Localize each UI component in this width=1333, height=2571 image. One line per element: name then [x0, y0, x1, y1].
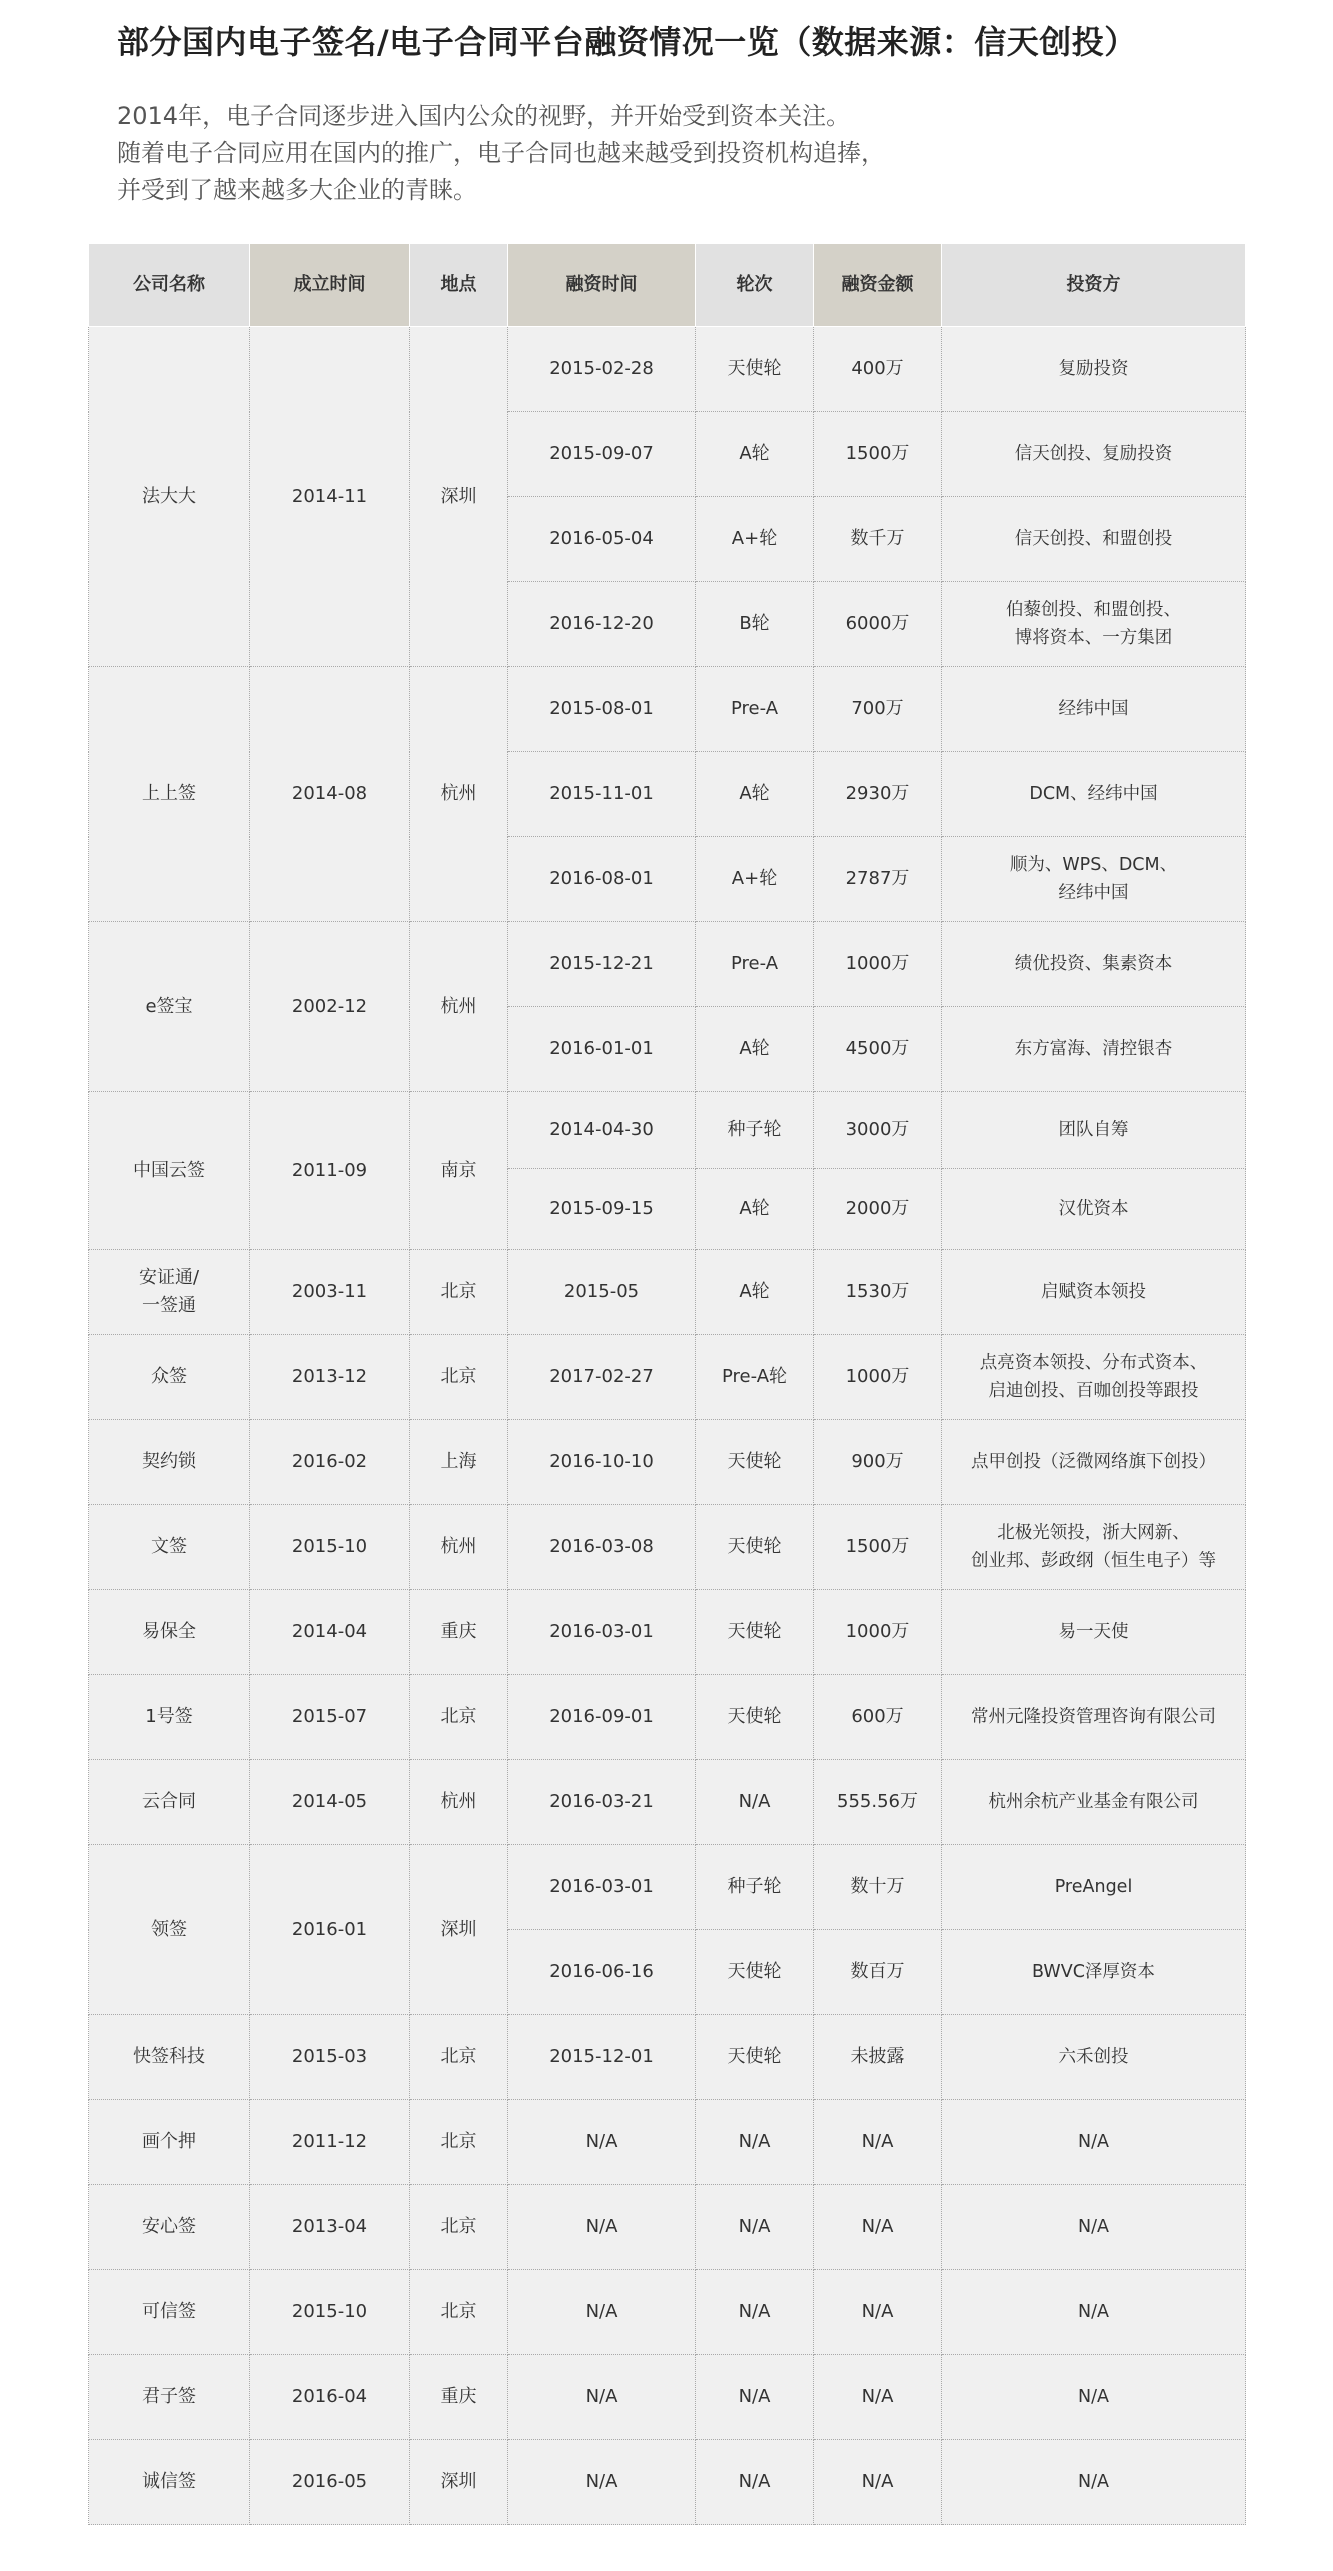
- company-name-cell: [89, 1335, 250, 1420]
- founded-cell: 2011-09: [250, 1092, 410, 1250]
- investors-line: 东方富海、清控银杏: [1014, 1039, 1173, 1059]
- amount-cell: N/A: [814, 2355, 942, 2440]
- location-cell: 北京: [410, 2270, 508, 2355]
- company-name-cell: [89, 1845, 250, 2015]
- company-name-cell: [89, 2100, 250, 2185]
- table-row: [89, 2355, 1246, 2440]
- round-cell: Pre-A: [696, 922, 814, 1007]
- founded-cell: 2015-10: [250, 1505, 410, 1590]
- founded-cell: 2014-04: [250, 1590, 410, 1675]
- article-header: [117, 14, 1237, 209]
- table-row: [89, 327, 1246, 412]
- round-cell: 天使轮: [696, 1590, 814, 1675]
- investors-cell: [942, 1845, 1246, 1930]
- investors-line: N/A: [1078, 2472, 1109, 2492]
- financing-date-cell: 2016-12-20: [508, 582, 696, 667]
- round-cell: Pre-A: [696, 667, 814, 752]
- round-cell: A+轮: [696, 837, 814, 922]
- financing-date-cell: 2015-12-01: [508, 2015, 696, 2100]
- table-row: [89, 2440, 1246, 2525]
- company-name-line: 可信签: [142, 2301, 196, 2322]
- intro-line: 随着电子合同应用在国内的推广，电子合同也越来越受到投资机构追捧，: [117, 139, 885, 167]
- investors-line: 复励投资: [1058, 359, 1129, 379]
- investors-line: 常州元隆投资管理咨询有限公司: [971, 1707, 1216, 1727]
- investors-line: 伯藜创投、和盟创投、: [1006, 600, 1181, 620]
- investors-cell: [942, 327, 1246, 412]
- investors-line: 博将资本、一方集团: [1014, 628, 1173, 648]
- financing-date-cell: 2016-03-21: [508, 1760, 696, 1845]
- founded-cell: 2014-05: [250, 1760, 410, 1845]
- column-header-founded: 成立时间: [250, 244, 410, 327]
- round-cell: 种子轮: [696, 1845, 814, 1930]
- amount-cell: 数千万: [814, 497, 942, 582]
- company-name-line: 法大大: [142, 485, 196, 507]
- table-row: [89, 1335, 1246, 1420]
- column-header-location: 地点: [410, 244, 508, 327]
- investors-cell: [942, 1335, 1246, 1420]
- round-cell: 天使轮: [696, 2015, 814, 2100]
- round-cell: 种子轮: [696, 1092, 814, 1169]
- amount-cell: 1500万: [814, 1505, 942, 1590]
- amount-cell: N/A: [814, 2100, 942, 2185]
- company-name-line: 云合同: [142, 1791, 196, 1812]
- founded-cell: 2014-11: [250, 327, 410, 667]
- financing-date-cell: 2016-03-01: [508, 1590, 696, 1675]
- investors-cell: [942, 837, 1246, 922]
- financing-date-cell: 2015-09-07: [508, 412, 696, 497]
- financing-date-cell: 2015-11-01: [508, 752, 696, 837]
- company-name-line: 一签通: [142, 1295, 196, 1316]
- table-row: [89, 2015, 1246, 2100]
- location-cell: 深圳: [410, 2440, 508, 2525]
- location-cell: 杭州: [410, 1760, 508, 1845]
- amount-cell: 1000万: [814, 1335, 942, 1420]
- founded-cell: 2015-10: [250, 2270, 410, 2355]
- company-name-cell: [89, 2440, 250, 2525]
- amount-cell: 6000万: [814, 582, 942, 667]
- company-name-cell: [89, 2015, 250, 2100]
- amount-cell: 2787万: [814, 837, 942, 922]
- founded-cell: 2015-07: [250, 1675, 410, 1760]
- investors-cell: [942, 1169, 1246, 1250]
- investors-line: N/A: [1078, 2132, 1109, 2152]
- financing-date-cell: 2015-08-01: [508, 667, 696, 752]
- founded-cell: 2014-08: [250, 667, 410, 922]
- location-cell: 北京: [410, 2185, 508, 2270]
- company-name-cell: [89, 1250, 250, 1335]
- location-cell: 南京: [410, 1092, 508, 1250]
- table-row: [89, 1845, 1246, 1930]
- investors-cell: [942, 752, 1246, 837]
- founded-cell: 2016-02: [250, 1420, 410, 1505]
- round-cell: N/A: [696, 1760, 814, 1845]
- financing-date-cell: 2016-09-01: [508, 1675, 696, 1760]
- table-row: [89, 1505, 1246, 1590]
- founded-cell: 2013-12: [250, 1335, 410, 1420]
- company-name-line: 契约锁: [142, 1451, 196, 1472]
- column-header-financing-date: 融资时间: [508, 244, 696, 327]
- amount-cell: 1500万: [814, 412, 942, 497]
- round-cell: N/A: [696, 2355, 814, 2440]
- founded-cell: 2013-04: [250, 2185, 410, 2270]
- amount-cell: 4500万: [814, 1007, 942, 1092]
- location-cell: 重庆: [410, 1590, 508, 1675]
- investors-cell: [942, 412, 1246, 497]
- column-header-amount: 融资金额: [814, 244, 942, 327]
- company-name-line: e签宝: [145, 995, 193, 1017]
- investors-line: 北极光领投，浙大网新、: [997, 1523, 1190, 1543]
- table-row: [89, 922, 1246, 1007]
- round-cell: 天使轮: [696, 1505, 814, 1590]
- table-row: [89, 2100, 1246, 2185]
- investors-cell: [942, 1505, 1246, 1590]
- location-cell: 深圳: [410, 327, 508, 667]
- investors-cell: [942, 1760, 1246, 1845]
- investors-line: 创业邦、彭政纲（恒生电子）等: [971, 1551, 1216, 1571]
- company-name-cell: [89, 2185, 250, 2270]
- investors-line: N/A: [1078, 2387, 1109, 2407]
- location-cell: 重庆: [410, 2355, 508, 2440]
- round-cell: N/A: [696, 2100, 814, 2185]
- financing-date-cell: 2016-01-01: [508, 1007, 696, 1092]
- investors-line: 易一天使: [1058, 1622, 1129, 1642]
- investors-cell: [942, 1675, 1246, 1760]
- financing-date-cell: 2016-03-08: [508, 1505, 696, 1590]
- company-name-cell: [89, 1092, 250, 1250]
- round-cell: A+轮: [696, 497, 814, 582]
- investors-cell: [942, 922, 1246, 1007]
- location-cell: 深圳: [410, 1845, 508, 2015]
- financing-date-cell: 2016-05-04: [508, 497, 696, 582]
- company-name-cell: [89, 2355, 250, 2440]
- founded-cell: 2015-03: [250, 2015, 410, 2100]
- company-name-cell: [89, 922, 250, 1092]
- investors-line: 信天创投、复励投资: [1014, 444, 1173, 464]
- amount-cell: 555.56万: [814, 1760, 942, 1845]
- investors-cell: [942, 667, 1246, 752]
- investors-line: 顺为、WPS、DCM、: [1009, 855, 1178, 875]
- amount-cell: 数十万: [814, 1845, 942, 1930]
- founded-cell: 2003-11: [250, 1250, 410, 1335]
- amount-cell: 数百万: [814, 1930, 942, 2015]
- round-cell: A轮: [696, 1007, 814, 1092]
- company-name-line: 文签: [151, 1536, 187, 1557]
- financing-date-cell: 2016-08-01: [508, 837, 696, 922]
- company-name-cell: [89, 1675, 250, 1760]
- financing-table: [88, 243, 1246, 2525]
- round-cell: B轮: [696, 582, 814, 667]
- amount-cell: 1000万: [814, 1590, 942, 1675]
- founded-cell: 2011-12: [250, 2100, 410, 2185]
- financing-date-cell: 2014-04-30: [508, 1092, 696, 1169]
- financing-table-container: [88, 243, 1245, 2525]
- financing-date-cell: 2017-02-27: [508, 1335, 696, 1420]
- company-name-line: 1号签: [145, 1706, 193, 1727]
- investors-cell: [942, 2270, 1246, 2355]
- financing-date-cell: N/A: [508, 2440, 696, 2525]
- investors-cell: [942, 2440, 1246, 2525]
- amount-cell: 1000万: [814, 922, 942, 1007]
- company-name-cell: [89, 1760, 250, 1845]
- founded-cell: 2016-04: [250, 2355, 410, 2440]
- investors-line: PreAngel: [1054, 1877, 1133, 1897]
- round-cell: Pre-A轮: [696, 1335, 814, 1420]
- investors-line: 点亮资本领投、分布式资本、: [979, 1353, 1208, 1373]
- investors-cell: [942, 1930, 1246, 2015]
- amount-cell: 700万: [814, 667, 942, 752]
- intro-line: 并受到了越来越多大企业的青睐。: [117, 176, 477, 204]
- investors-cell: [942, 1007, 1246, 1092]
- financing-date-cell: N/A: [508, 2100, 696, 2185]
- amount-cell: 2000万: [814, 1169, 942, 1250]
- financing-date-cell: 2015-09-15: [508, 1169, 696, 1250]
- table-body: [89, 327, 1246, 2525]
- financing-date-cell: 2016-10-10: [508, 1420, 696, 1505]
- intro-paragraph: [117, 98, 1237, 209]
- investors-cell: [942, 497, 1246, 582]
- company-name-line: 诚信签: [142, 2471, 196, 2492]
- company-name-line: 上上签: [142, 783, 196, 804]
- investors-line: 六禾创投: [1058, 2047, 1129, 2067]
- company-name-line: 快签科技: [133, 2046, 205, 2067]
- company-name-line: 君子签: [142, 2386, 196, 2407]
- table-row: [89, 2185, 1246, 2270]
- founded-cell: 2002-12: [250, 922, 410, 1092]
- investors-line: N/A: [1078, 2217, 1109, 2237]
- round-cell: A轮: [696, 752, 814, 837]
- founded-cell: 2016-01: [250, 1845, 410, 2015]
- company-name-line: 中国云签: [133, 1159, 205, 1181]
- investors-cell: [942, 582, 1246, 667]
- table-row: [89, 1590, 1246, 1675]
- table-row: [89, 1420, 1246, 1505]
- table-header-row: [89, 244, 1246, 327]
- investors-cell: [942, 1590, 1246, 1675]
- round-cell: 天使轮: [696, 327, 814, 412]
- amount-cell: N/A: [814, 2270, 942, 2355]
- financing-date-cell: N/A: [508, 2270, 696, 2355]
- investors-cell: [942, 2185, 1246, 2270]
- page-title: 部分国内电子签名/电子合同平台融资情况一览（数据来源：信天创投）: [117, 23, 1137, 61]
- investors-line: DCM、经纬中国: [1029, 784, 1158, 804]
- location-cell: 北京: [410, 1250, 508, 1335]
- investors-line: 经纬中国: [1058, 699, 1129, 719]
- table-row: [89, 1675, 1246, 1760]
- column-header-investors: 投资方: [942, 244, 1246, 327]
- company-name-line: 画个押: [142, 2131, 196, 2152]
- investors-line: 启迪创投、百咖创投等跟投: [988, 1381, 1199, 1401]
- investors-cell: [942, 2015, 1246, 2100]
- round-cell: 天使轮: [696, 1420, 814, 1505]
- company-name-cell: [89, 1420, 250, 1505]
- amount-cell: 未披露: [814, 2015, 942, 2100]
- company-name-line: 众签: [151, 1366, 187, 1387]
- financing-date-cell: 2016-03-01: [508, 1845, 696, 1930]
- table-row: [89, 1092, 1246, 1169]
- investors-line: 启赋资本领投: [1041, 1282, 1146, 1302]
- investors-line: 经纬中国: [1058, 883, 1129, 903]
- investors-cell: [942, 1250, 1246, 1335]
- investors-line: 汉优资本: [1058, 1199, 1129, 1219]
- amount-cell: 400万: [814, 327, 942, 412]
- round-cell: 天使轮: [696, 1675, 814, 1760]
- location-cell: 北京: [410, 1335, 508, 1420]
- table-row: [89, 667, 1246, 752]
- company-name-cell: [89, 327, 250, 667]
- table-row: [89, 1250, 1246, 1335]
- financing-date-cell: 2015-02-28: [508, 327, 696, 412]
- table-row: [89, 2270, 1246, 2355]
- round-cell: 天使轮: [696, 1930, 814, 2015]
- company-name-cell: [89, 667, 250, 922]
- company-name-cell: [89, 2270, 250, 2355]
- location-cell: 北京: [410, 2100, 508, 2185]
- investors-cell: [942, 1092, 1246, 1169]
- investors-cell: [942, 2100, 1246, 2185]
- amount-cell: 3000万: [814, 1092, 942, 1169]
- company-name-cell: [89, 1505, 250, 1590]
- amount-cell: N/A: [814, 2440, 942, 2525]
- location-cell: 杭州: [410, 1505, 508, 1590]
- investors-line: 杭州余杭产业基金有限公司: [988, 1792, 1199, 1812]
- investors-line: 信天创投、和盟创投: [1014, 529, 1173, 549]
- round-cell: N/A: [696, 2270, 814, 2355]
- financing-date-cell: 2015-12-21: [508, 922, 696, 1007]
- company-name-line: 领签: [151, 1918, 187, 1940]
- company-name-line: 安心签: [142, 2216, 196, 2237]
- investors-line: N/A: [1078, 2302, 1109, 2322]
- column-header-round: 轮次: [696, 244, 814, 327]
- intro-line: 2014年，电子合同逐步进入国内公众的视野，并开始受到资本关注。: [117, 102, 851, 130]
- round-cell: A轮: [696, 412, 814, 497]
- financing-date-cell: N/A: [508, 2355, 696, 2440]
- financing-date-cell: N/A: [508, 2185, 696, 2270]
- location-cell: 北京: [410, 1675, 508, 1760]
- column-header-company: 公司名称: [89, 244, 250, 327]
- round-cell: N/A: [696, 2185, 814, 2270]
- company-name-line: 易保全: [142, 1621, 196, 1642]
- location-cell: 上海: [410, 1420, 508, 1505]
- company-name-line: 安证通/: [138, 1267, 200, 1288]
- amount-cell: 1530万: [814, 1250, 942, 1335]
- investors-line: 点甲创投（泛微网络旗下创投）: [971, 1452, 1216, 1472]
- round-cell: A轮: [696, 1169, 814, 1250]
- location-cell: 北京: [410, 2015, 508, 2100]
- amount-cell: 600万: [814, 1675, 942, 1760]
- location-cell: 杭州: [410, 922, 508, 1092]
- round-cell: A轮: [696, 1250, 814, 1335]
- founded-cell: 2016-05: [250, 2440, 410, 2525]
- investors-line: 绩优投资、集素资本: [1014, 954, 1173, 974]
- location-cell: 杭州: [410, 667, 508, 922]
- investors-line: BWVC泽厚资本: [1032, 1962, 1155, 1982]
- investors-line: 团队自筹: [1058, 1120, 1129, 1140]
- amount-cell: N/A: [814, 2185, 942, 2270]
- investors-cell: [942, 1420, 1246, 1505]
- financing-date-cell: 2015-05: [508, 1250, 696, 1335]
- financing-date-cell: 2016-06-16: [508, 1930, 696, 2015]
- round-cell: N/A: [696, 2440, 814, 2525]
- investors-cell: [942, 2355, 1246, 2440]
- amount-cell: 2930万: [814, 752, 942, 837]
- company-name-cell: [89, 1590, 250, 1675]
- table-row: [89, 1760, 1246, 1845]
- amount-cell: 900万: [814, 1420, 942, 1505]
